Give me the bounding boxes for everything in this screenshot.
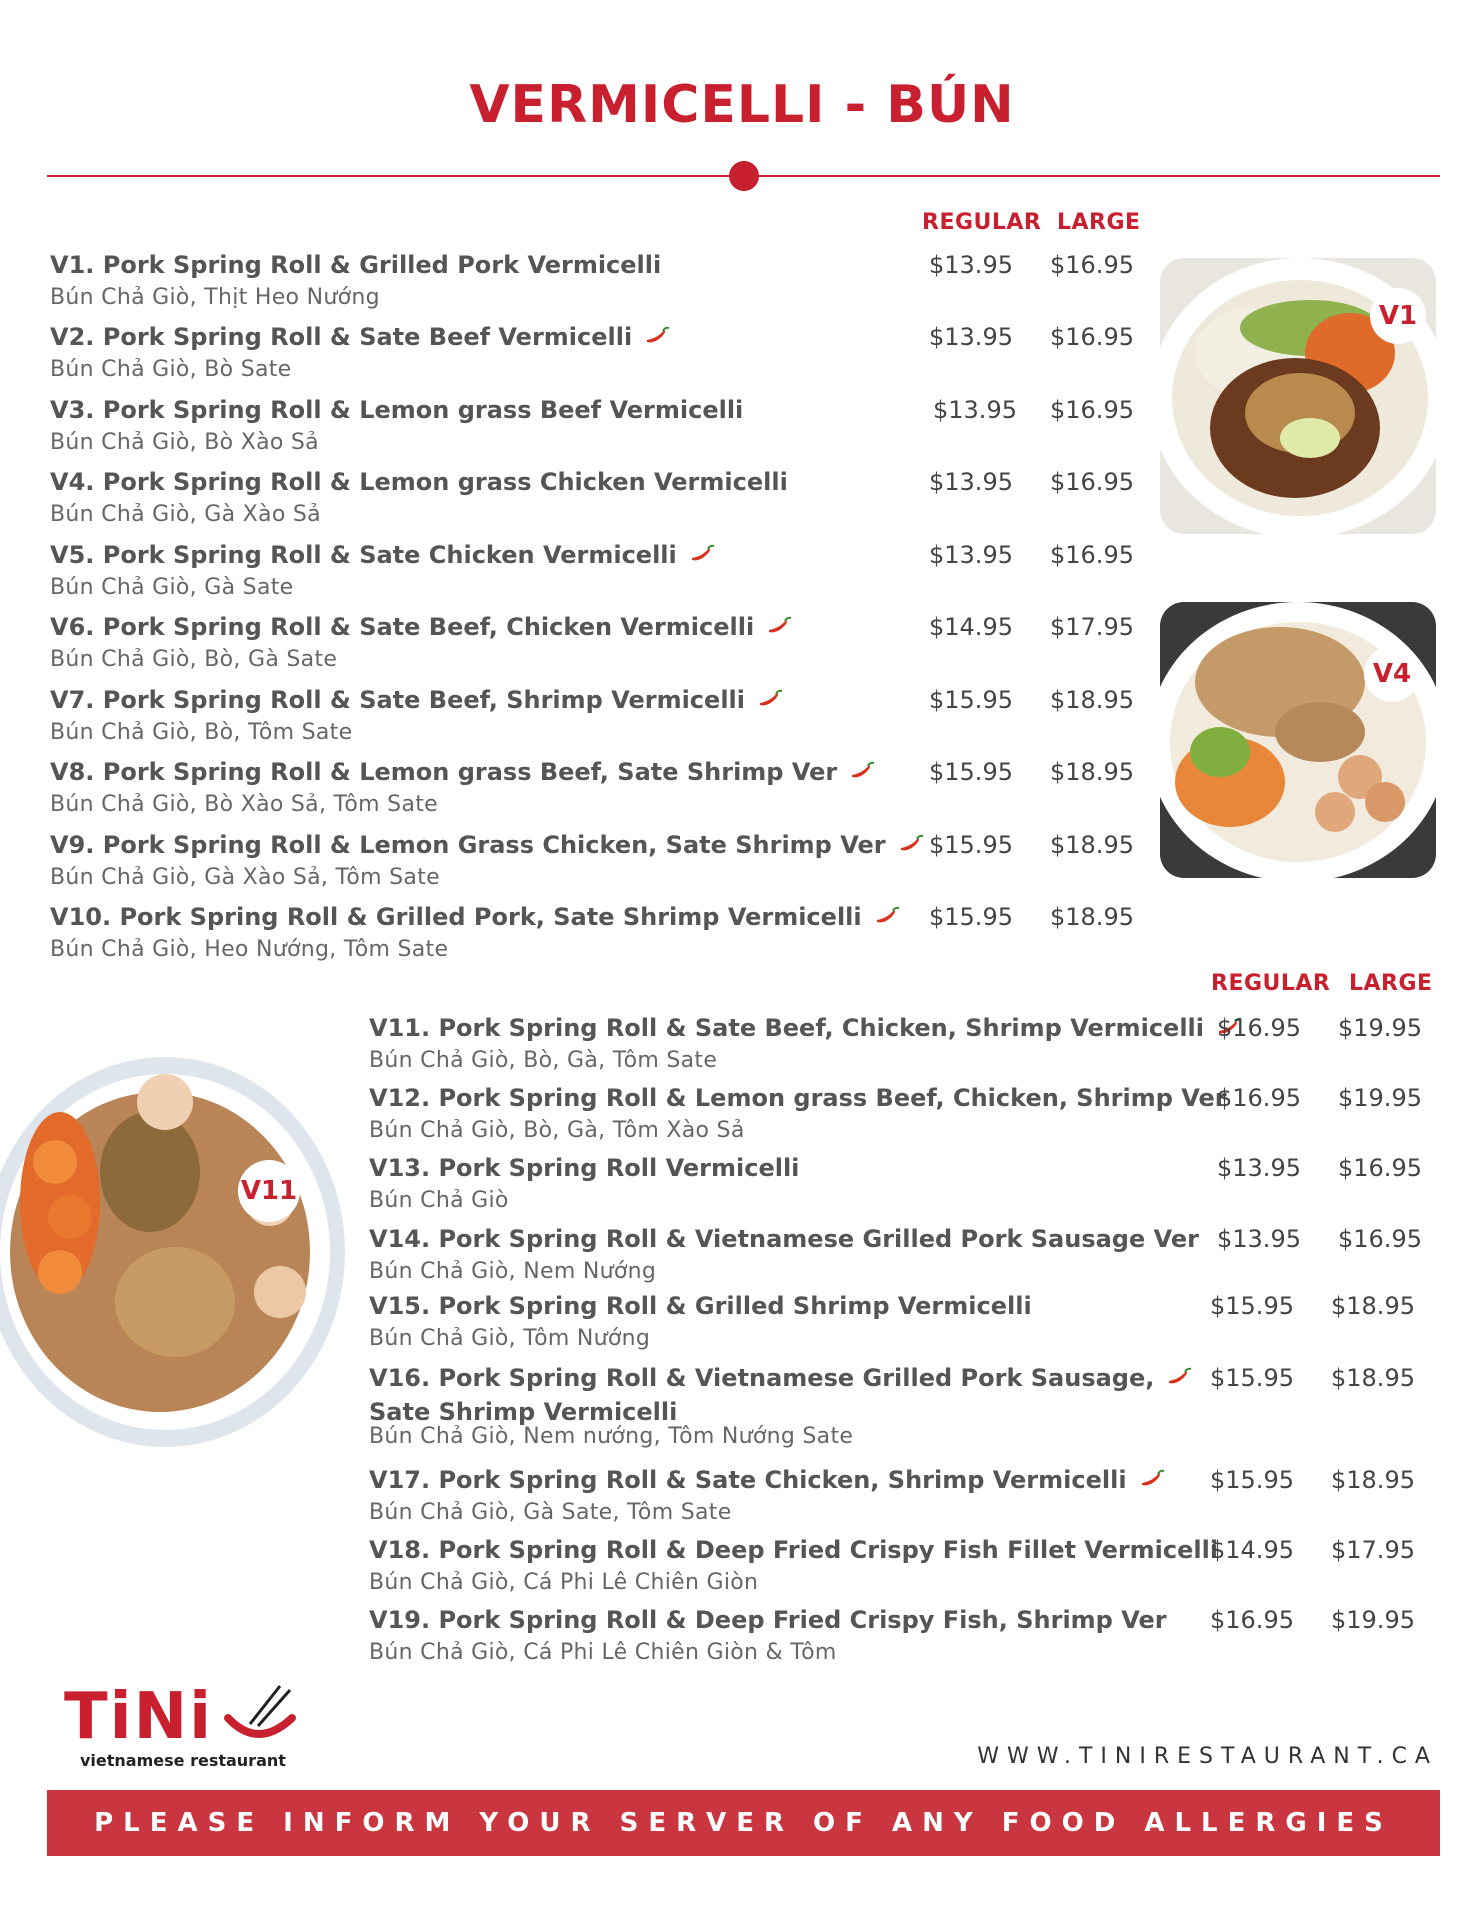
regular-price: $13.95 <box>929 323 1013 351</box>
regular-price: $14.95 <box>929 613 1013 641</box>
menu-item-name-text: V18. Pork Spring Roll & Deep Fried Crispy Fish Fillet Vermicelli <box>369 1536 1219 1564</box>
large-price: $19.95 <box>1338 1084 1422 1112</box>
menu-item-name-text: V4. Pork Spring Roll & Lemon grass Chicken Vermicelli <box>50 468 788 496</box>
regular-price: $15.95 <box>929 686 1013 714</box>
menu-item-name-text: V19. Pork Spring Roll & Deep Fried Crispy Fish, Shrimp Ver <box>369 1606 1167 1634</box>
chili-pepper-icon <box>874 904 900 932</box>
allergy-notice-banner: PLEASE INFORM YOUR SERVER OF ANY FOOD ALLERGIES <box>47 1790 1440 1856</box>
menu-item-vietnamese-name: Bún Chả Giò, Thịt Heo Nướng <box>50 285 380 310</box>
large-price: $17.95 <box>1331 1536 1415 1564</box>
photo-badge-v1: V1 <box>1370 288 1426 344</box>
menu-item-name <box>369 1606 1167 1634</box>
large-price: $18.95 <box>1050 758 1134 786</box>
menu-item-name-text: V12. Pork Spring Roll & Lemon grass Beef, Chicken, Shrimp Ver <box>369 1084 1227 1112</box>
menu-item-name-text: V6. Pork Spring Roll & Sate Beef, Chicken Vermicelli <box>50 613 755 641</box>
menu-item <box>369 1364 1449 1449</box>
menu-item-name <box>369 1364 1192 1393</box>
menu-item-name <box>50 758 875 787</box>
menu-item-name <box>50 323 670 352</box>
photo-v11 <box>0 1052 352 1457</box>
menu-item-name <box>369 1154 799 1182</box>
chili-pepper-icon <box>689 542 715 570</box>
menu-item-vietnamese-name: Bún Chả Giò <box>369 1188 509 1213</box>
menu-item-vietnamese-name: Bún Chả Giò, Bò, Gà, Tôm Xào Sả <box>369 1118 745 1143</box>
menu-item <box>50 758 1134 828</box>
menu-item-vietnamese-name: Bún Chả Giò, Bò, Tôm Sate <box>50 720 353 745</box>
menu-item-name <box>50 613 792 642</box>
menu-item-name <box>50 251 661 279</box>
chili-pepper-icon <box>644 324 670 352</box>
menu-item-vietnamese-name: Bún Chả Giò, Bò Xào Sả, Tôm Sate <box>50 792 438 817</box>
menu-item <box>369 1606 1449 1676</box>
menu-item <box>369 1466 1449 1536</box>
website-url[interactable]: WWW.TINIRESTAURANT.CA <box>977 1744 1438 1769</box>
regular-price: $13.95 <box>929 541 1013 569</box>
menu-item-name <box>369 1536 1218 1564</box>
menu-item-name-text: V14. Pork Spring Roll & Vietnamese Grilled Pork Sausage Ver <box>369 1225 1199 1253</box>
large-price: $19.95 <box>1331 1606 1415 1634</box>
menu-item-name-text: V15. Pork Spring Roll & Grilled Shrimp Vermicelli <box>369 1292 1032 1320</box>
dish-image-v4 <box>1160 602 1436 878</box>
chili-pepper-icon <box>757 687 783 715</box>
menu-item-name-text: V5. Pork Spring Roll & Sate Chicken Vermicelli <box>50 541 677 569</box>
menu-item-vietnamese-name: Bún Chả Giò, Nem nướng, Tôm Nướng Sate <box>369 1424 854 1449</box>
regular-price: $13.95 <box>1217 1225 1301 1253</box>
large-price: $16.95 <box>1050 468 1134 496</box>
menu-item-name-text: V9. Pork Spring Roll & Lemon Grass Chicken, Sate Shrimp Ver <box>50 831 886 859</box>
menu-item-vietnamese-name: Bún Chả Giò, Cá Phi Lê Chiên Giòn & Tôm <box>369 1640 837 1665</box>
large-column-header-2: LARGE <box>1349 971 1433 996</box>
divider-dot <box>729 161 759 191</box>
menu-item-name-text: V13. Pork Spring Roll Vermicelli <box>369 1154 800 1182</box>
menu-item <box>369 1292 1449 1362</box>
regular-price: $16.95 <box>1217 1084 1301 1112</box>
menu-item-name <box>50 541 715 570</box>
large-price: $16.95 <box>1050 541 1134 569</box>
menu-item <box>50 541 1134 611</box>
large-price: $16.95 <box>1338 1225 1422 1253</box>
regular-price: $16.95 <box>1217 1014 1301 1042</box>
chili-pepper-icon <box>766 614 792 642</box>
menu-item-vietnamese-name: Bún Chả Giò, Gà Sate, Tôm Sate <box>369 1500 732 1525</box>
menu-item-name-text: V3. Pork Spring Roll & Lemon grass Beef Vermicelli <box>50 396 744 424</box>
dish-image-v11 <box>0 1052 352 1457</box>
regular-price: $15.95 <box>1210 1292 1294 1320</box>
chili-pepper-icon <box>1139 1467 1165 1495</box>
menu-item-vietnamese-name: Bún Chả Giò, Gà Sate <box>50 575 294 600</box>
large-price: $16.95 <box>1050 396 1134 424</box>
menu-item-vietnamese-name: Bún Chả Giò, Bò Xào Sả <box>50 430 319 455</box>
chili-pepper-icon <box>898 832 924 860</box>
regular-column-header: REGULAR <box>922 210 1042 235</box>
regular-price: $13.95 <box>929 468 1013 496</box>
menu-item <box>50 903 1134 973</box>
regular-price: $13.95 <box>933 396 1017 424</box>
regular-price: $15.95 <box>929 903 1013 931</box>
menu-item-name <box>369 1084 1227 1112</box>
page-title: VERMICELLI - BÚN <box>469 75 1015 135</box>
photo-v1 <box>1160 258 1436 534</box>
menu-item <box>50 686 1134 756</box>
menu-item-name <box>50 903 900 932</box>
large-price: $18.95 <box>1050 903 1134 931</box>
menu-item <box>50 831 1134 901</box>
chopsticks-bowl-icon <box>220 1680 300 1760</box>
photo-badge-v4: V4 <box>1364 646 1420 702</box>
menu-item-vietnamese-name: Bún Chả Giò, Bò Sate <box>50 357 292 382</box>
chili-pepper-icon <box>1166 1365 1192 1393</box>
menu-item-name <box>369 1014 1242 1043</box>
regular-column-header-2: REGULAR <box>1211 971 1331 996</box>
menu-item-vietnamese-name: Bún Chả Giò, Nem Nướng <box>369 1259 657 1284</box>
menu-item <box>369 1084 1449 1154</box>
regular-price: $15.95 <box>1210 1364 1294 1392</box>
large-price: $18.95 <box>1331 1364 1415 1392</box>
menu-item-vietnamese-name: Bún Chả Giò, Bò, Gà Sate <box>50 647 338 672</box>
photo-v4 <box>1160 602 1436 878</box>
menu-item <box>50 613 1134 683</box>
menu-item-name <box>50 468 788 496</box>
menu-item <box>50 251 1134 321</box>
photo-badge-v11: V11 <box>238 1160 300 1222</box>
menu-item <box>50 323 1134 393</box>
menu-item-name-text: V1. Pork Spring Roll & Grilled Pork Vermicelli <box>50 251 662 279</box>
large-price: $16.95 <box>1050 251 1134 279</box>
menu-item-vietnamese-name: Bún Chả Giò, Cá Phi Lê Chiên Giòn <box>369 1570 759 1595</box>
menu-item-name <box>369 1225 1199 1253</box>
large-price: $16.95 <box>1338 1154 1422 1182</box>
menu-item-name-text: V7. Pork Spring Roll & Sate Beef, Shrimp Vermicelli <box>50 686 745 714</box>
chili-pepper-icon <box>849 759 875 787</box>
regular-price: $15.95 <box>929 758 1013 786</box>
menu-item-name <box>369 1466 1165 1495</box>
menu-item-name-text: V8. Pork Spring Roll & Lemon grass Beef, Sate Shrimp Ver <box>50 758 838 786</box>
menu-item <box>50 396 1134 466</box>
large-price: $19.95 <box>1338 1014 1422 1042</box>
large-price: $18.95 <box>1050 686 1134 714</box>
menu-item-name-text: V2. Pork Spring Roll & Sate Beef Vermicelli <box>50 323 633 351</box>
regular-price: $13.95 <box>1217 1154 1301 1182</box>
regular-price: $15.95 <box>1210 1466 1294 1494</box>
regular-price: $14.95 <box>1210 1536 1294 1564</box>
menu-item-name-continued: Sate Shrimp Vermicelli <box>369 1398 678 1426</box>
menu-item <box>50 468 1134 538</box>
large-price: $18.95 <box>1331 1292 1415 1320</box>
large-price: $18.95 <box>1050 831 1134 859</box>
menu-item-vietnamese-name: Bún Chả Giò, Heo Nướng, Tôm Sate <box>50 937 449 962</box>
logo-wordmark: TiNi <box>64 1680 214 1754</box>
menu-item <box>369 1154 1449 1224</box>
menu-item-name <box>50 686 783 715</box>
menu-item-vietnamese-name: Bún Chả Giò, Tôm Nướng <box>369 1326 651 1351</box>
menu-item <box>369 1225 1449 1295</box>
menu-item-name <box>369 1292 1032 1320</box>
logo-tagline: vietnamese restaurant <box>80 1751 286 1770</box>
large-price: $18.95 <box>1331 1466 1415 1494</box>
menu-item-name-text: V17. Pork Spring Roll & Sate Chicken, Shrimp Vermicelli <box>369 1466 1127 1494</box>
menu-item-vietnamese-name: Bún Chả Giò, Bò, Gà, Tôm Sate <box>369 1048 718 1073</box>
menu-item-name <box>50 831 924 860</box>
menu-item-name <box>50 396 743 424</box>
menu-item-vietnamese-name: Bún Chả Giò, Gà Xào Sả, Tôm Sate <box>50 865 440 890</box>
menu-item-vietnamese-name: Bún Chả Giò, Gà Xào Sả <box>50 502 321 527</box>
regular-price: $16.95 <box>1210 1606 1294 1634</box>
regular-price: $15.95 <box>929 831 1013 859</box>
menu-item <box>369 1536 1449 1606</box>
large-column-header: LARGE <box>1057 210 1141 235</box>
regular-price: $13.95 <box>929 251 1013 279</box>
menu-item-name-text: V16. Pork Spring Roll & Vietnamese Grilled Pork Sausage, <box>369 1364 1155 1392</box>
large-price: $17.95 <box>1050 613 1134 641</box>
menu-item <box>369 1014 1449 1084</box>
large-price: $16.95 <box>1050 323 1134 351</box>
menu-item-name-text: V10. Pork Spring Roll & Grilled Pork, Sate Shrimp Vermicelli <box>50 903 862 931</box>
menu-item-name-text: V11. Pork Spring Roll & Sate Beef, Chicken, Shrimp Vermicelli <box>369 1014 1204 1042</box>
